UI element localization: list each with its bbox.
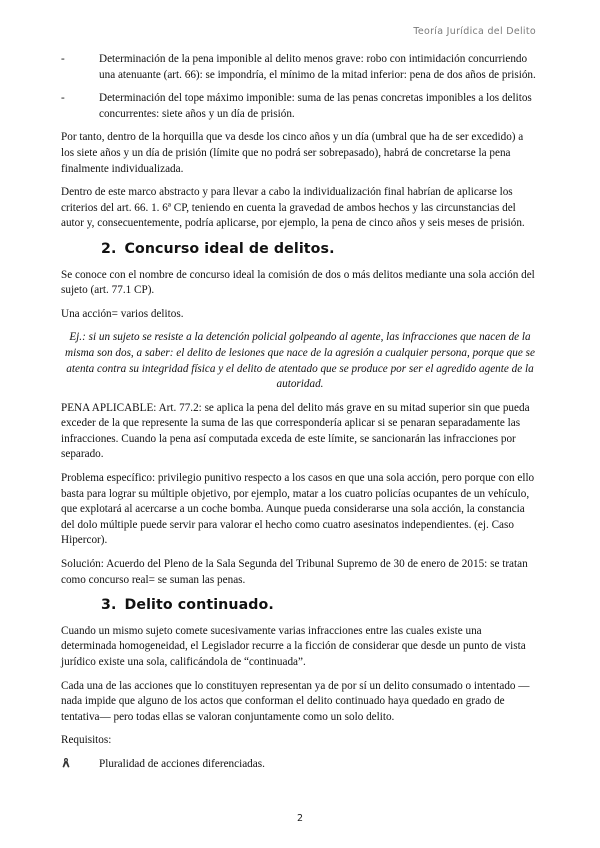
- list-item-text: Determinación del tope máximo imponible: suma de las penas concretas imponibles a los delitos concurrentes: siete años y un día de prisión.: [99, 92, 532, 120]
- requirement-text: Pluralidad de acciones diferenciadas.: [99, 757, 265, 770]
- list-item: [61, 52, 539, 83]
- example-text: Ej.: si un sujeto se resiste a la detención policial golpeando al agente, las infracciones que nacen de la misma son dos, a saber: el delito de lesiones que nace de la agresión a cualquier persona, porque que se atenta contra su integridad física y el delito de atentado que se produce por ser el agredido agente de la autoridad.: [65, 331, 535, 391]
- section-title: Delito continuado.: [124, 597, 274, 614]
- list-item-text: Determinación de la pena imponible al delito menos grave: robo con intimidación concurriendo una atenuante (art. 66): se impondría, el mínimo de la mitad inferior: pena de dos años de prisión.: [99, 53, 536, 81]
- paragraph: PENA APLICABLE: Art. 77.2: se aplica la pena del delito más grave en su mitad superior sin que pueda exceder de la que represente la suma de las que correspondería aplicar si se penaran separadamente las infracciones. Cuando la pena así computada exceda de este límite, se sancionarán las infracciones por separado.: [61, 401, 530, 461]
- paragraph: Problema específico: privilegio punitivo respecto a los casos en que una sola acción, pero porque con ello basta para lograr su múltiple objetivo, por ejemplo, matar a los cuatro policías ocupantes de un vehículo, que explotará al acercarse a un coche bomba. Aunque pueda considerarse una sola acción, la constancia del dolo múltiple puede servir para valorar el hecho como cuatro asesinatos independientes. (ej. Caso Hipercor).: [61, 472, 535, 547]
- list-item: [61, 91, 539, 122]
- paragraph: Cuando un mismo sujeto comete sucesivamente varias infracciones entre las cuales existe una determinada homogeneidad, el Legislador recurre a la ficción de considerar que desde un punto de vista jurídico existe una sola, calificándola de “continuada”.: [61, 624, 526, 668]
- section-heading: [61, 598, 539, 614]
- page-content: [61, 52, 539, 775]
- paragraph: Requisitos:: [61, 734, 112, 747]
- paragraph: Cada una de las acciones que lo constituyen representan ya de por sí un delito consumado o intentado —nada impide que alguno de los actos que conforman el delito continuado haya quedado en grado de tentativa— pero todas ellas se valoran conjuntamente como un solo delito.: [61, 679, 530, 723]
- running-header: Teoría Jurídica del Delito: [413, 26, 536, 37]
- section-number: 3.: [101, 597, 117, 614]
- paragraph: Una acción= varios delitos.: [61, 307, 184, 320]
- dash-marker: -: [61, 92, 65, 105]
- paragraph: Por tanto, dentro de la horquilla que va desde los cinco años y un día (umbral que ha de ser excedido) a los siete años y un día de prisión (límite que no podrá ser sobrepasado), habrá de concretarse la pena finalmente individualizada.: [61, 131, 524, 175]
- dash-marker: -: [61, 53, 65, 65]
- page-number: 2: [296, 813, 304, 824]
- ribbon-icon: [61, 757, 99, 775]
- section-number: 2.: [101, 240, 117, 257]
- section-heading: [61, 242, 539, 258]
- paragraph: Dentro de este marco abstracto y para llevar a cabo la individualización final habrían de aplicarse los criterios del art. 66. 1. 6ª CP, teniendo en cuenta la gravedad de ambos hechos y las circunstancias del autor y, consecuentemente, podría aplicarse, por ejemplo, la pena de cinco años y seis meses de prisión.: [61, 186, 525, 230]
- paragraph: Solución: Acuerdo del Pleno de la Sala Segunda del Tribunal Supremo de 30 de enero de 2015: se tratan como concurso real= se suman las penas.: [61, 558, 528, 586]
- requirement-item: [61, 757, 539, 775]
- paragraph: Se conoce con el nombre de concurso ideal la comisión de dos o más delitos mediante una sola acción del sujeto (art. 77.1 CP).: [61, 268, 535, 297]
- section-title: Concurso ideal de delitos.: [124, 240, 335, 257]
